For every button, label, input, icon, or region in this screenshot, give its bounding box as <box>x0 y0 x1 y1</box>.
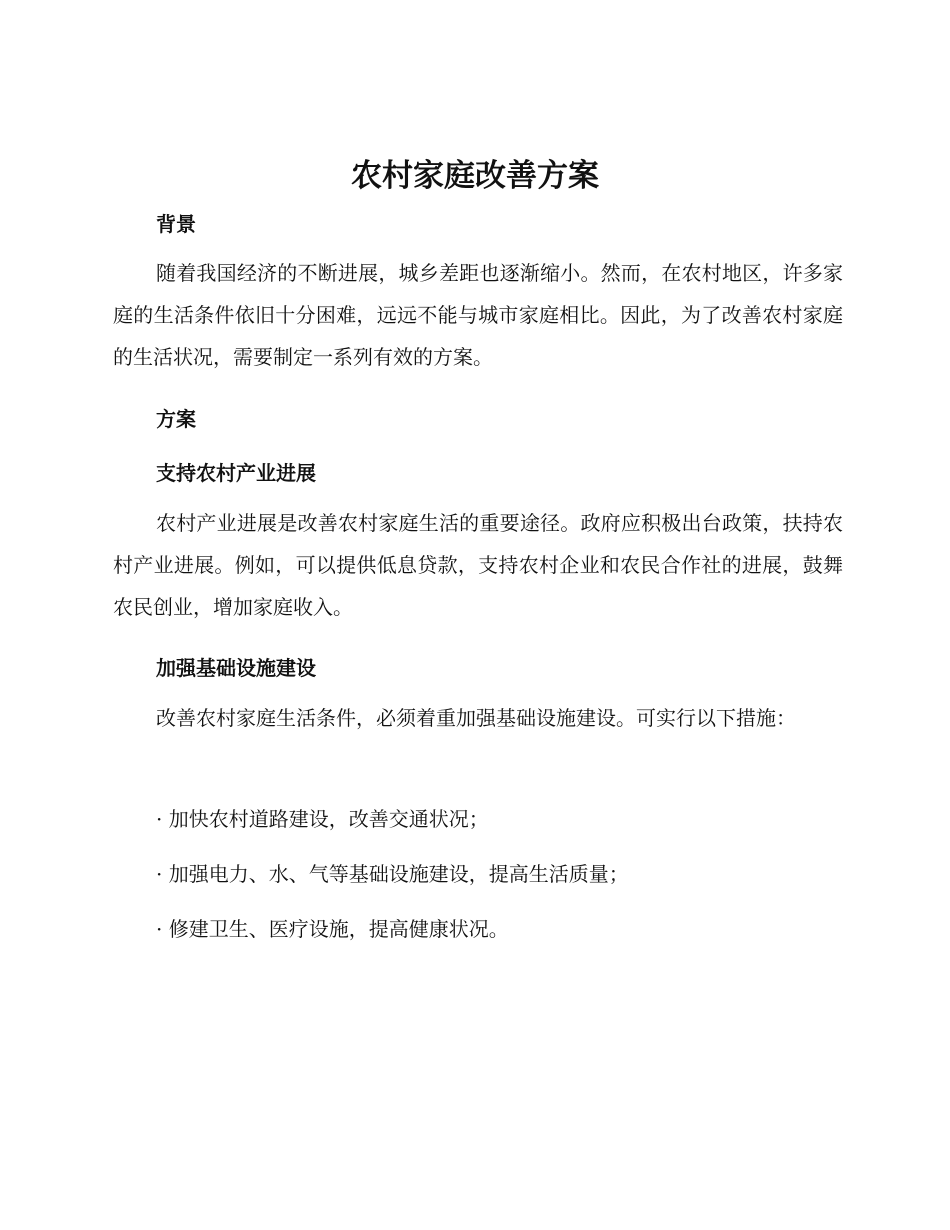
background-paragraph: 随着我国经济的不断进展，城乡差距也逐渐缩小。然而，在农村地区，许多家庭的生活条件依旧十分困难，远远不能与城市家庭相比。因此，为了改善农村家庭的生活状况，需要制定一系列有效的方案。 <box>113 261 843 369</box>
list-item: · 修建卫生、医疗设施，提高健康状况。 <box>156 917 509 941</box>
industry-paragraph: 农村产业进展是改善农村家庭生活的重要途径。政府应积极出台政策，扶持农村产业进展。例如，可以提供低息贷款，支持农村企业和农民合作社的进展，鼓舞农民创业，增加家庭收入。 <box>113 511 843 619</box>
list-item: · 加强电力、水、气等基础设施建设，提高生活质量； <box>156 862 629 886</box>
list-item: · 加快农村道路建设，改善交通状况； <box>156 807 489 831</box>
plan-heading: 方案 <box>156 407 196 431</box>
industry-heading: 支持农村产业进展 <box>156 461 316 485</box>
infrastructure-paragraph: 改善农村家庭生活条件，必须着重加强基础设施建设。可实行以下措施： <box>156 706 796 730</box>
background-heading: 背景 <box>156 212 196 236</box>
document-title: 农村家庭改善方案 <box>351 158 599 194</box>
infrastructure-heading: 加强基础设施建设 <box>156 656 316 680</box>
